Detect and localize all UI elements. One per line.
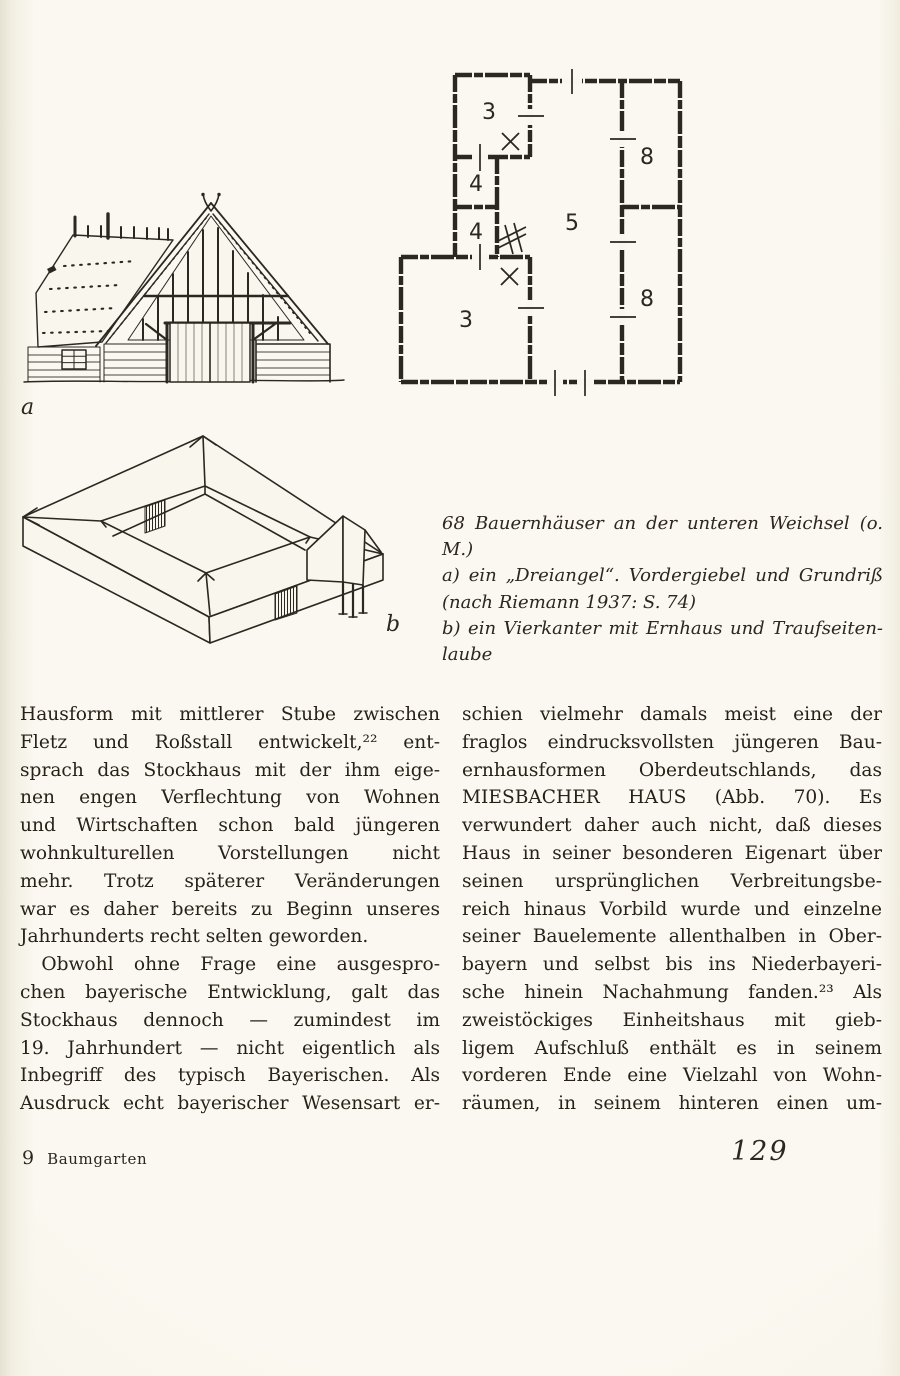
room-number: 8 xyxy=(640,145,654,170)
text-line: (nach Riemann 1937: S. 74) xyxy=(442,591,697,613)
elevation-drawing-a xyxy=(18,192,350,407)
ridge-pegs xyxy=(75,214,168,240)
signature-name: Baumgarten xyxy=(47,1150,148,1168)
text-line: Stockhaus dennoch — zumindest im xyxy=(20,1009,440,1031)
room-number: 8 xyxy=(640,287,654,312)
text-line: ernhausformen Oberdeutschlands, das xyxy=(462,759,882,781)
text-line: Fletz und Roßstall entwickelt,²² ent- xyxy=(20,731,440,753)
text-line: Haus in seiner besonderen Eigenart über xyxy=(462,842,882,864)
text-line: schien vielmehr damals meist eine der xyxy=(462,704,882,725)
text-line: MIESBACHER HAUS (Abb. 70). Es xyxy=(462,787,882,809)
text-line: 19. Jahrhundert — nicht eigentlich als xyxy=(20,1037,440,1059)
text-line: nen engen Verflechtung von Wohnen xyxy=(20,787,440,809)
text-line: b) ein Vierkanter mit Ernhaus und Traufseiten- xyxy=(442,617,883,639)
room-number: 3 xyxy=(459,308,473,333)
floorplan-drawing xyxy=(392,67,682,387)
text-line: zweistöckiges Einheitshaus mit gieb- xyxy=(462,1009,882,1031)
hash-mark xyxy=(498,223,526,254)
text-line: seinen ursprünglichen Verbreitungsbe- xyxy=(462,870,882,892)
text-line: und Wirtschaften schon bald jüngeren xyxy=(20,815,440,837)
gable-ornament xyxy=(201,193,220,211)
plan-walls xyxy=(401,75,680,382)
text-line: Ausdruck echt bayerischer Wesensart er- xyxy=(20,1093,440,1115)
room-number: 4 xyxy=(469,220,483,245)
barn-doors xyxy=(170,323,250,382)
window xyxy=(62,350,86,369)
page-number: 129 xyxy=(731,1136,789,1167)
door-ticks xyxy=(480,69,636,396)
text-line: a) ein „Dreiangel“. Vordergiebel und Grundriß xyxy=(442,565,883,587)
signature-number: 9 xyxy=(22,1147,35,1169)
text-line: räumen, in seinem hinteren einen um- xyxy=(462,1093,882,1115)
text-line: wohnkulturellen Vorstellungen nicht xyxy=(20,842,440,864)
text-line: laube xyxy=(442,644,493,666)
text-line: Jahrhunderts recht selten geworden. xyxy=(20,926,369,948)
text-line: reich hinaus Vorbild wurde und einzelne xyxy=(462,898,882,920)
left-column xyxy=(20,701,440,1118)
text-line: bayern und selbst bis ins Niederbayeri- xyxy=(462,954,882,976)
room-number: 3 xyxy=(482,100,496,125)
text-line: verwundert daher auch nicht, daß dieses xyxy=(462,815,882,837)
figure-label-a: a xyxy=(21,395,35,420)
text-line: war es daher bereits zu Beginn unseres xyxy=(20,898,440,920)
text-line: seiner Bauelemente allenthalben in Ober- xyxy=(462,926,882,948)
right-column xyxy=(462,701,882,1118)
porch-posts xyxy=(339,582,367,617)
room-number: 4 xyxy=(469,172,483,197)
text-line: sprach das Stockhaus mit der ihm eige- xyxy=(20,759,440,781)
figure-label-b: b xyxy=(386,612,401,637)
left-wall-planks xyxy=(28,347,100,382)
text-line: Obwohl ohne Frage eine ausgespro- xyxy=(41,954,440,976)
text-line: chen bayerische Entwicklung, galt das xyxy=(20,981,440,1003)
text-line: sche hinein Nachahmung fanden.²³ Als xyxy=(462,981,882,1003)
text-line: mehr. Trotz späterer Veränderungen xyxy=(20,870,440,892)
door-gaps xyxy=(472,81,622,382)
printer-signature xyxy=(22,1147,147,1169)
text-line: fraglos eindrucksvollsten jüngeren Bau- xyxy=(462,731,882,753)
room-number: 5 xyxy=(565,211,579,236)
text-line: ligem Aufschluß enthält es in seinem xyxy=(462,1037,882,1059)
body-text xyxy=(20,701,882,1118)
text-line: 68 Bauernhäuser an der unteren Weichsel (o. M.) xyxy=(442,513,883,561)
figure-caption xyxy=(442,511,883,668)
text-line: Inbegriff des typisch Bayerischen. Als xyxy=(20,1065,440,1087)
isometric-drawing-b xyxy=(10,430,435,655)
left-wing xyxy=(28,214,173,382)
text-line: Hausform mit mittlerer Stube zwischen xyxy=(20,704,440,725)
text-line: vorderen Ende eine Vielzahl von Wohn- xyxy=(462,1065,882,1087)
